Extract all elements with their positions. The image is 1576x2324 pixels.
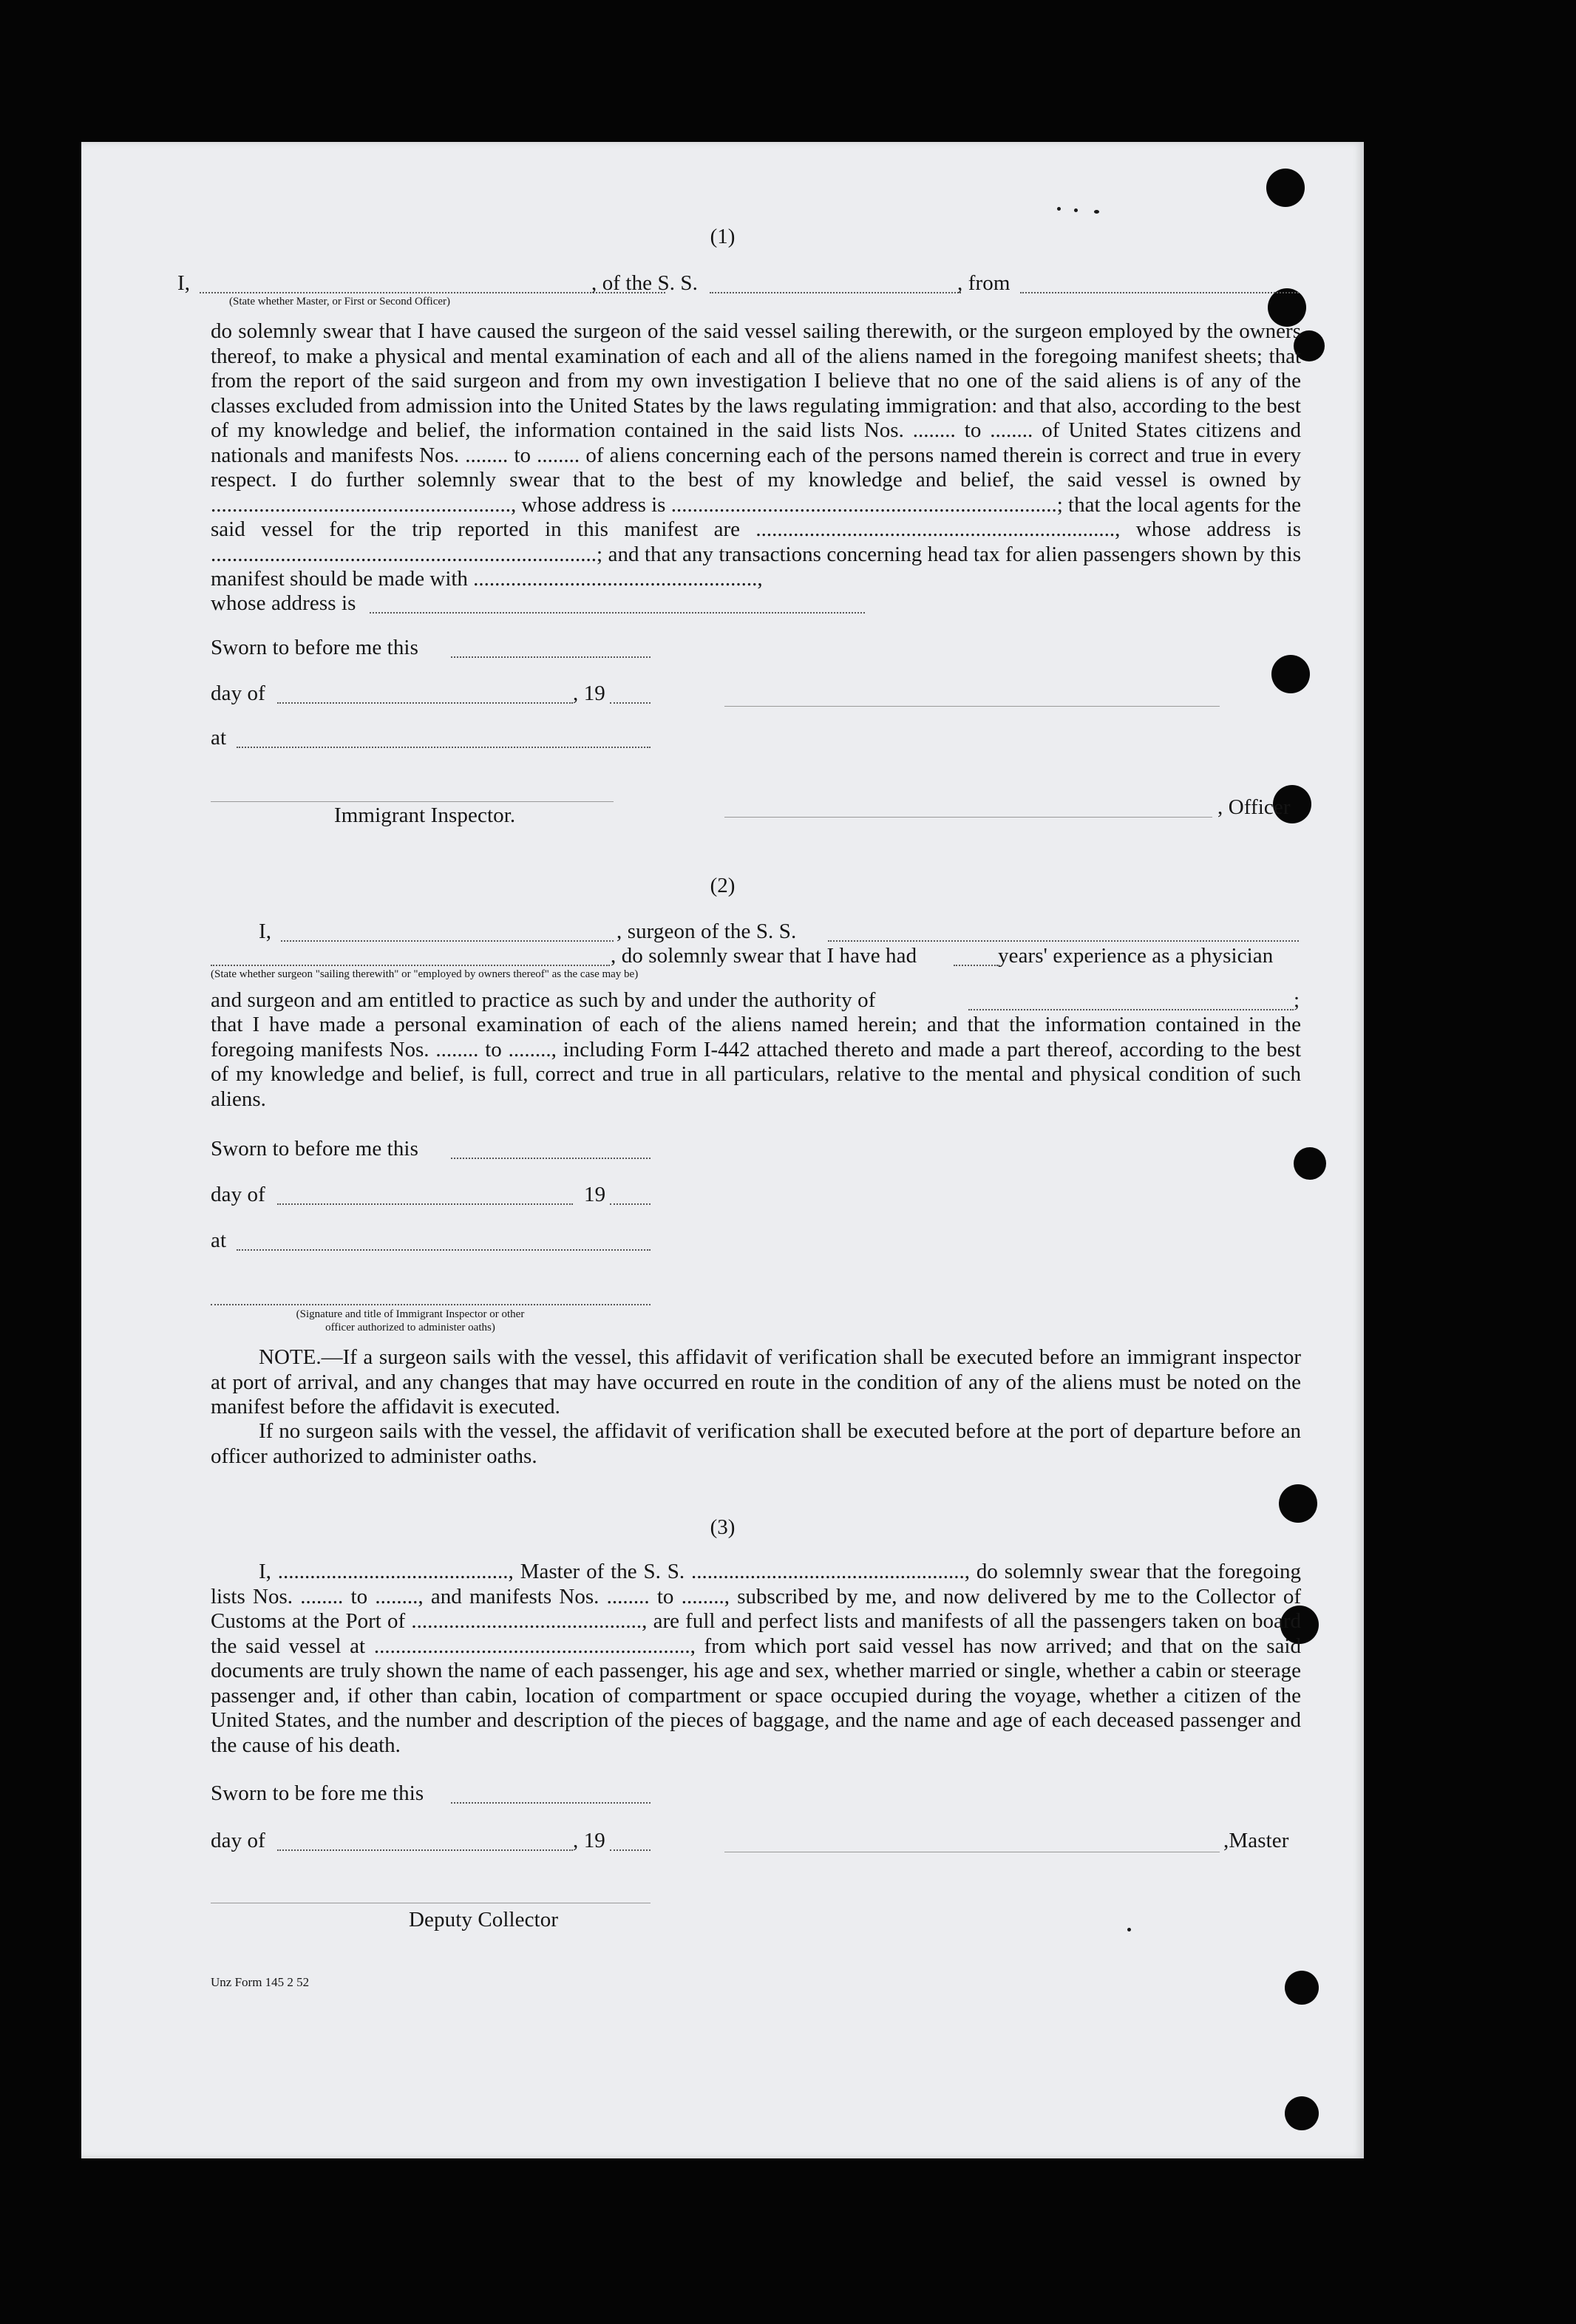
section-3-sworn-field: [451, 1802, 651, 1804]
section-3-body-text: I, ..........................................., Master of the S. S. ..................................................., do solemnly swear that the foregoing lists Nos. ........ to ........, and manifests Nos. ........ to ........, subscribed by me, and now delivered by me to the Collector of Customs at the Port of ..........................................., are full and perfect lists and manifests of all the passengers taken on board the said vessel at ..........................................................., from which port said vessel has now arrived; and that on the said documents are truly shown the name of each passenger, his age and sex, whether married or single, whether a cabin or steerage passenger and, if other than cabin, location of compartment or space occupied during the voyage, whether a citizen of the United States, and the number and description of the pieces of baggage, and the name and age of each deceased passenger and the cause of his death.: [211, 1560, 1301, 1757]
section-1-of-the-ss: , of the S. S.: [591, 271, 698, 295]
section-3-deputy: Deputy Collector: [409, 1908, 559, 1931]
section-1-number: (1): [710, 225, 736, 248]
section-3-body: [211, 1560, 1301, 1758]
section-2-ship-field: [828, 940, 1299, 942]
section-1-caption: (State whether Master, or First or Second Officer): [229, 296, 451, 308]
section-2-opening: I,: [259, 920, 272, 943]
section-3-number: (3): [710, 1515, 736, 1539]
section-2-authority-field: [968, 1009, 1294, 1010]
section-2-surgeon-of: , surgeon of the S. S.: [617, 920, 797, 943]
section-2-sworn: Sworn to before me this: [211, 1137, 418, 1161]
section-1-officer-line: [724, 817, 1212, 818]
section-1-opening: I,: [177, 271, 191, 295]
section-1-day-field: [277, 702, 573, 704]
section-3-day-field: [277, 1849, 573, 1851]
section-2-years: years' experience as a physician: [998, 944, 1274, 968]
section-3-master: ,Master: [1223, 1829, 1289, 1852]
section-2-semicolon: ;: [1294, 988, 1300, 1012]
punch-hole: [1285, 2096, 1319, 2130]
section-2-name-field: [281, 940, 614, 942]
punch-hole: [1285, 1971, 1319, 2005]
section-2-authority: and surgeon and am entitled to practice as such by and under the authority of: [211, 988, 876, 1012]
section-1-year-field: [610, 702, 651, 704]
section-1-day-of: day of: [211, 682, 265, 705]
section-2-sig-caption-1: (Signature and title of Immigrant Inspector or other: [296, 1308, 525, 1320]
speck: [1094, 210, 1099, 214]
punch-hole: [1266, 169, 1305, 207]
form-page: [81, 142, 1364, 2158]
section-2-day-of: day of: [211, 1183, 265, 1206]
speck: [1057, 207, 1061, 211]
section-1-inspector-line: [211, 801, 614, 802]
form-number: Unz Form 145 2 52: [211, 1975, 310, 1989]
section-2-at-field: [237, 1249, 651, 1251]
section-1-whose-address: whose address is: [211, 591, 356, 615]
section-2-note-2: [211, 1419, 1301, 1469]
section-1-inspector: Immigrant Inspector.: [334, 803, 516, 827]
section-1-at-field: [237, 747, 651, 748]
section-3-year-field: [610, 1849, 651, 1851]
section-2-year-field: [610, 1203, 651, 1205]
punch-hole: [1271, 655, 1310, 693]
section-2-day-field: [277, 1203, 573, 1205]
section-2-swear: , do solemnly swear that I have had: [611, 944, 917, 968]
punch-hole: [1294, 1147, 1326, 1180]
section-3-sworn: Sworn to be fore me this: [211, 1781, 424, 1805]
section-1-sworn: Sworn to before me this: [211, 636, 418, 659]
section-2-status-field: [211, 965, 610, 966]
section-2-sworn-field: [451, 1158, 651, 1159]
section-1-officer: , Officer: [1217, 795, 1291, 819]
section-1-from: , from: [957, 271, 1011, 295]
section-2-note-1: [211, 1345, 1301, 1420]
section-1-signature-line: [724, 706, 1220, 707]
section-2-body: that I have made a personal examination of each of the aliens named herein; and that the information contained in the foregoing manifests Nos. ........ to ........, including Form I-442 attached thereto and made a part thereof, according to the best of my knowledge and belief, is full, correct and true in all particulars, relative to the mental and physical condition of such aliens.: [211, 1013, 1301, 1111]
section-2-year: 19: [584, 1183, 606, 1206]
section-1-port-field: [1020, 292, 1299, 293]
section-3-day-of: day of: [211, 1829, 265, 1852]
section-3-year: , 19: [573, 1829, 605, 1852]
speck: [1074, 208, 1078, 212]
note-2-text: If no surgeon sails with the vessel, the affidavit of verification shall be executed before at the port of departure before an officer authorized to administer oaths.: [211, 1419, 1301, 1468]
section-2-caption: (State whether surgeon "sailing therewith" or "employed by owners thereof" as the case may be): [211, 968, 639, 980]
section-2-number: (2): [710, 874, 736, 897]
section-1-address-field: [370, 612, 865, 614]
note-1-text: NOTE.—If a surgeon sails with the vessel, this affidavit of verification shall be executed before an immigrant inspector at port of arrival, and any changes that may have occurred en route in the condition of any of the aliens must be noted on the manifest before the affidavit is executed.: [211, 1345, 1301, 1418]
section-1-ship-field: [710, 292, 961, 293]
section-2-at: at: [211, 1229, 227, 1252]
section-1-at: at: [211, 726, 227, 750]
section-2-sig-caption-2: officer authorized to administer oaths): [325, 1322, 495, 1333]
section-2-years-field: [954, 965, 998, 966]
section-1-sworn-field: [451, 656, 651, 658]
section-1-year: , 19: [573, 682, 605, 705]
section-1-body: do solemnly swear that I have caused the surgeon of the said vessel sailing therewith, or the surgeon employed by the owners thereof, to make a physical and mental examination of each and all of the aliens named in the foregoing manifest sheets; that from the report of the said surgeon and from my own investigation I believe that no one of the said aliens is of any of the classes excluded from admission into the United States by the laws regulating immigration: and that also, according to the best of my knowledge and belief, the information contained in the said lists Nos. ........ to ........ of United States citizens and nationals and manifests Nos. ........ to ........ of aliens concerning each of the persons named therein is correct and true in every respect. I do further solemnly swear that to the best of my knowledge and belief, the said vessel is owned by ........................................................, whose address is ........................................................................; that the local agents for the said vessel for the trip reported in this manifest are ..................................................................., whose address is ........................................................................; and that any transactions concerning head tax for alien passengers shown by this manifest should be made with .....................................................,: [211, 319, 1301, 591]
speck: [1127, 1928, 1131, 1931]
section-2-signature-field: [211, 1304, 651, 1305]
